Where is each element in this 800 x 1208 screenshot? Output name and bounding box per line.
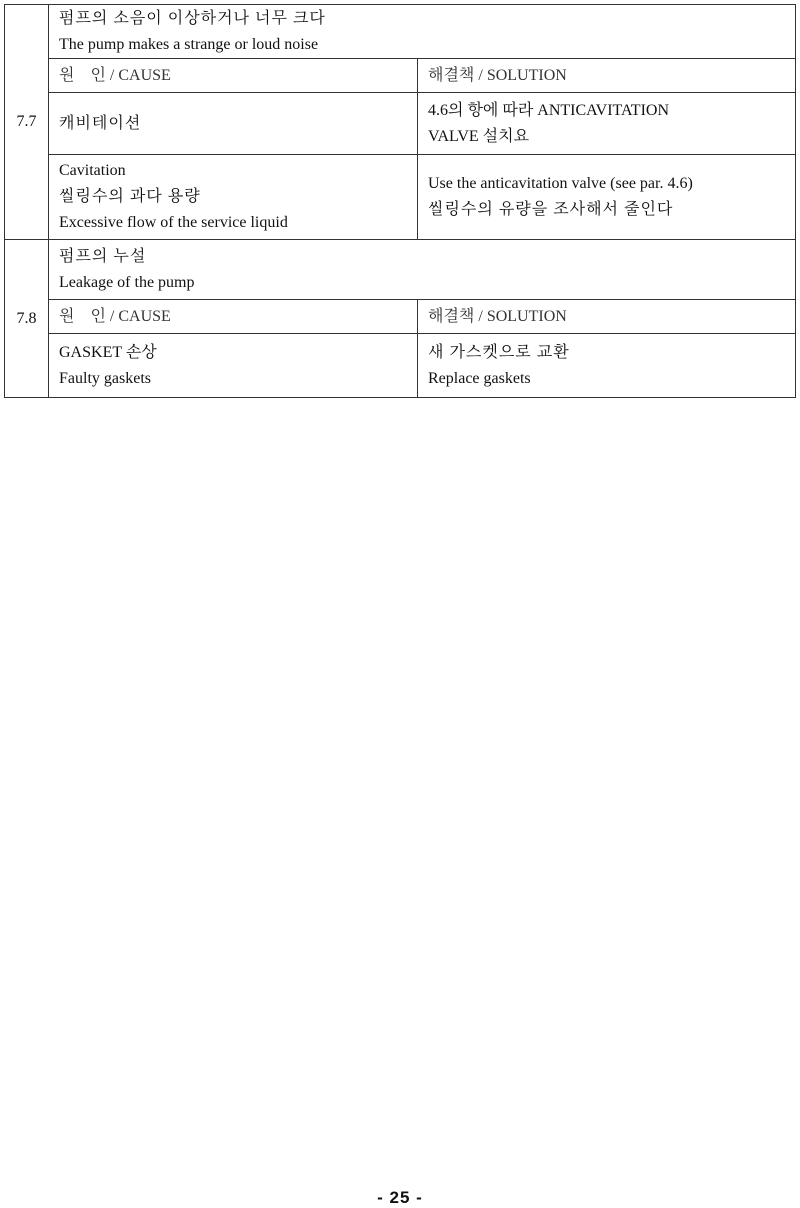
section-7-7-title-row: [5, 5, 796, 59]
section-title: [49, 240, 796, 300]
solution-header: 해결책 / SOLUTION: [418, 59, 796, 93]
table-row: [5, 155, 796, 240]
section-7-8-title-row: [5, 240, 796, 300]
section-title: [49, 5, 796, 59]
table-row: [5, 334, 796, 398]
page-number: - 25 -: [377, 1188, 423, 1207]
section-number: 7.8: [5, 240, 49, 398]
solution-cell: 4.6의 항에 따라 ANTICAVITATION VALVE 설치요: [418, 93, 796, 155]
cause-header: 원 인 / CAUSE: [49, 59, 418, 93]
solution-header: 해결책 / SOLUTION: [418, 300, 796, 334]
section-7-8-header-row: [5, 300, 796, 334]
section-7-7-header-row: [5, 59, 796, 93]
section-title-korean: 펌프의 누설: [59, 247, 147, 265]
solution-cell: 새 가스켓으로 교환 Replace gaskets: [418, 334, 796, 398]
section-title-english: The pump makes a strange or loud noise: [59, 35, 319, 53]
cause-header: 원 인 / CAUSE: [49, 300, 418, 334]
cause-cell: Cavitation 씰링수의 과다 용량 Excessive flow of the service liquid: [49, 155, 418, 240]
section-number: 7.7: [5, 5, 49, 240]
troubleshooting-table: [4, 4, 796, 398]
solution-cell: Use the anticavitation valve (see par. 4.6) 씰링수의 유량을 조사해서 줄인다: [418, 155, 796, 240]
section-title-korean: 펌프의 소음이 이상하거나 너무 크다: [59, 9, 326, 27]
cause-cell: GASKET 손상 Faulty gaskets: [49, 334, 418, 398]
section-title-english: Leakage of the pump: [59, 273, 195, 291]
table-row: [5, 93, 796, 155]
cause-cell: 캐비테이션: [49, 93, 418, 155]
